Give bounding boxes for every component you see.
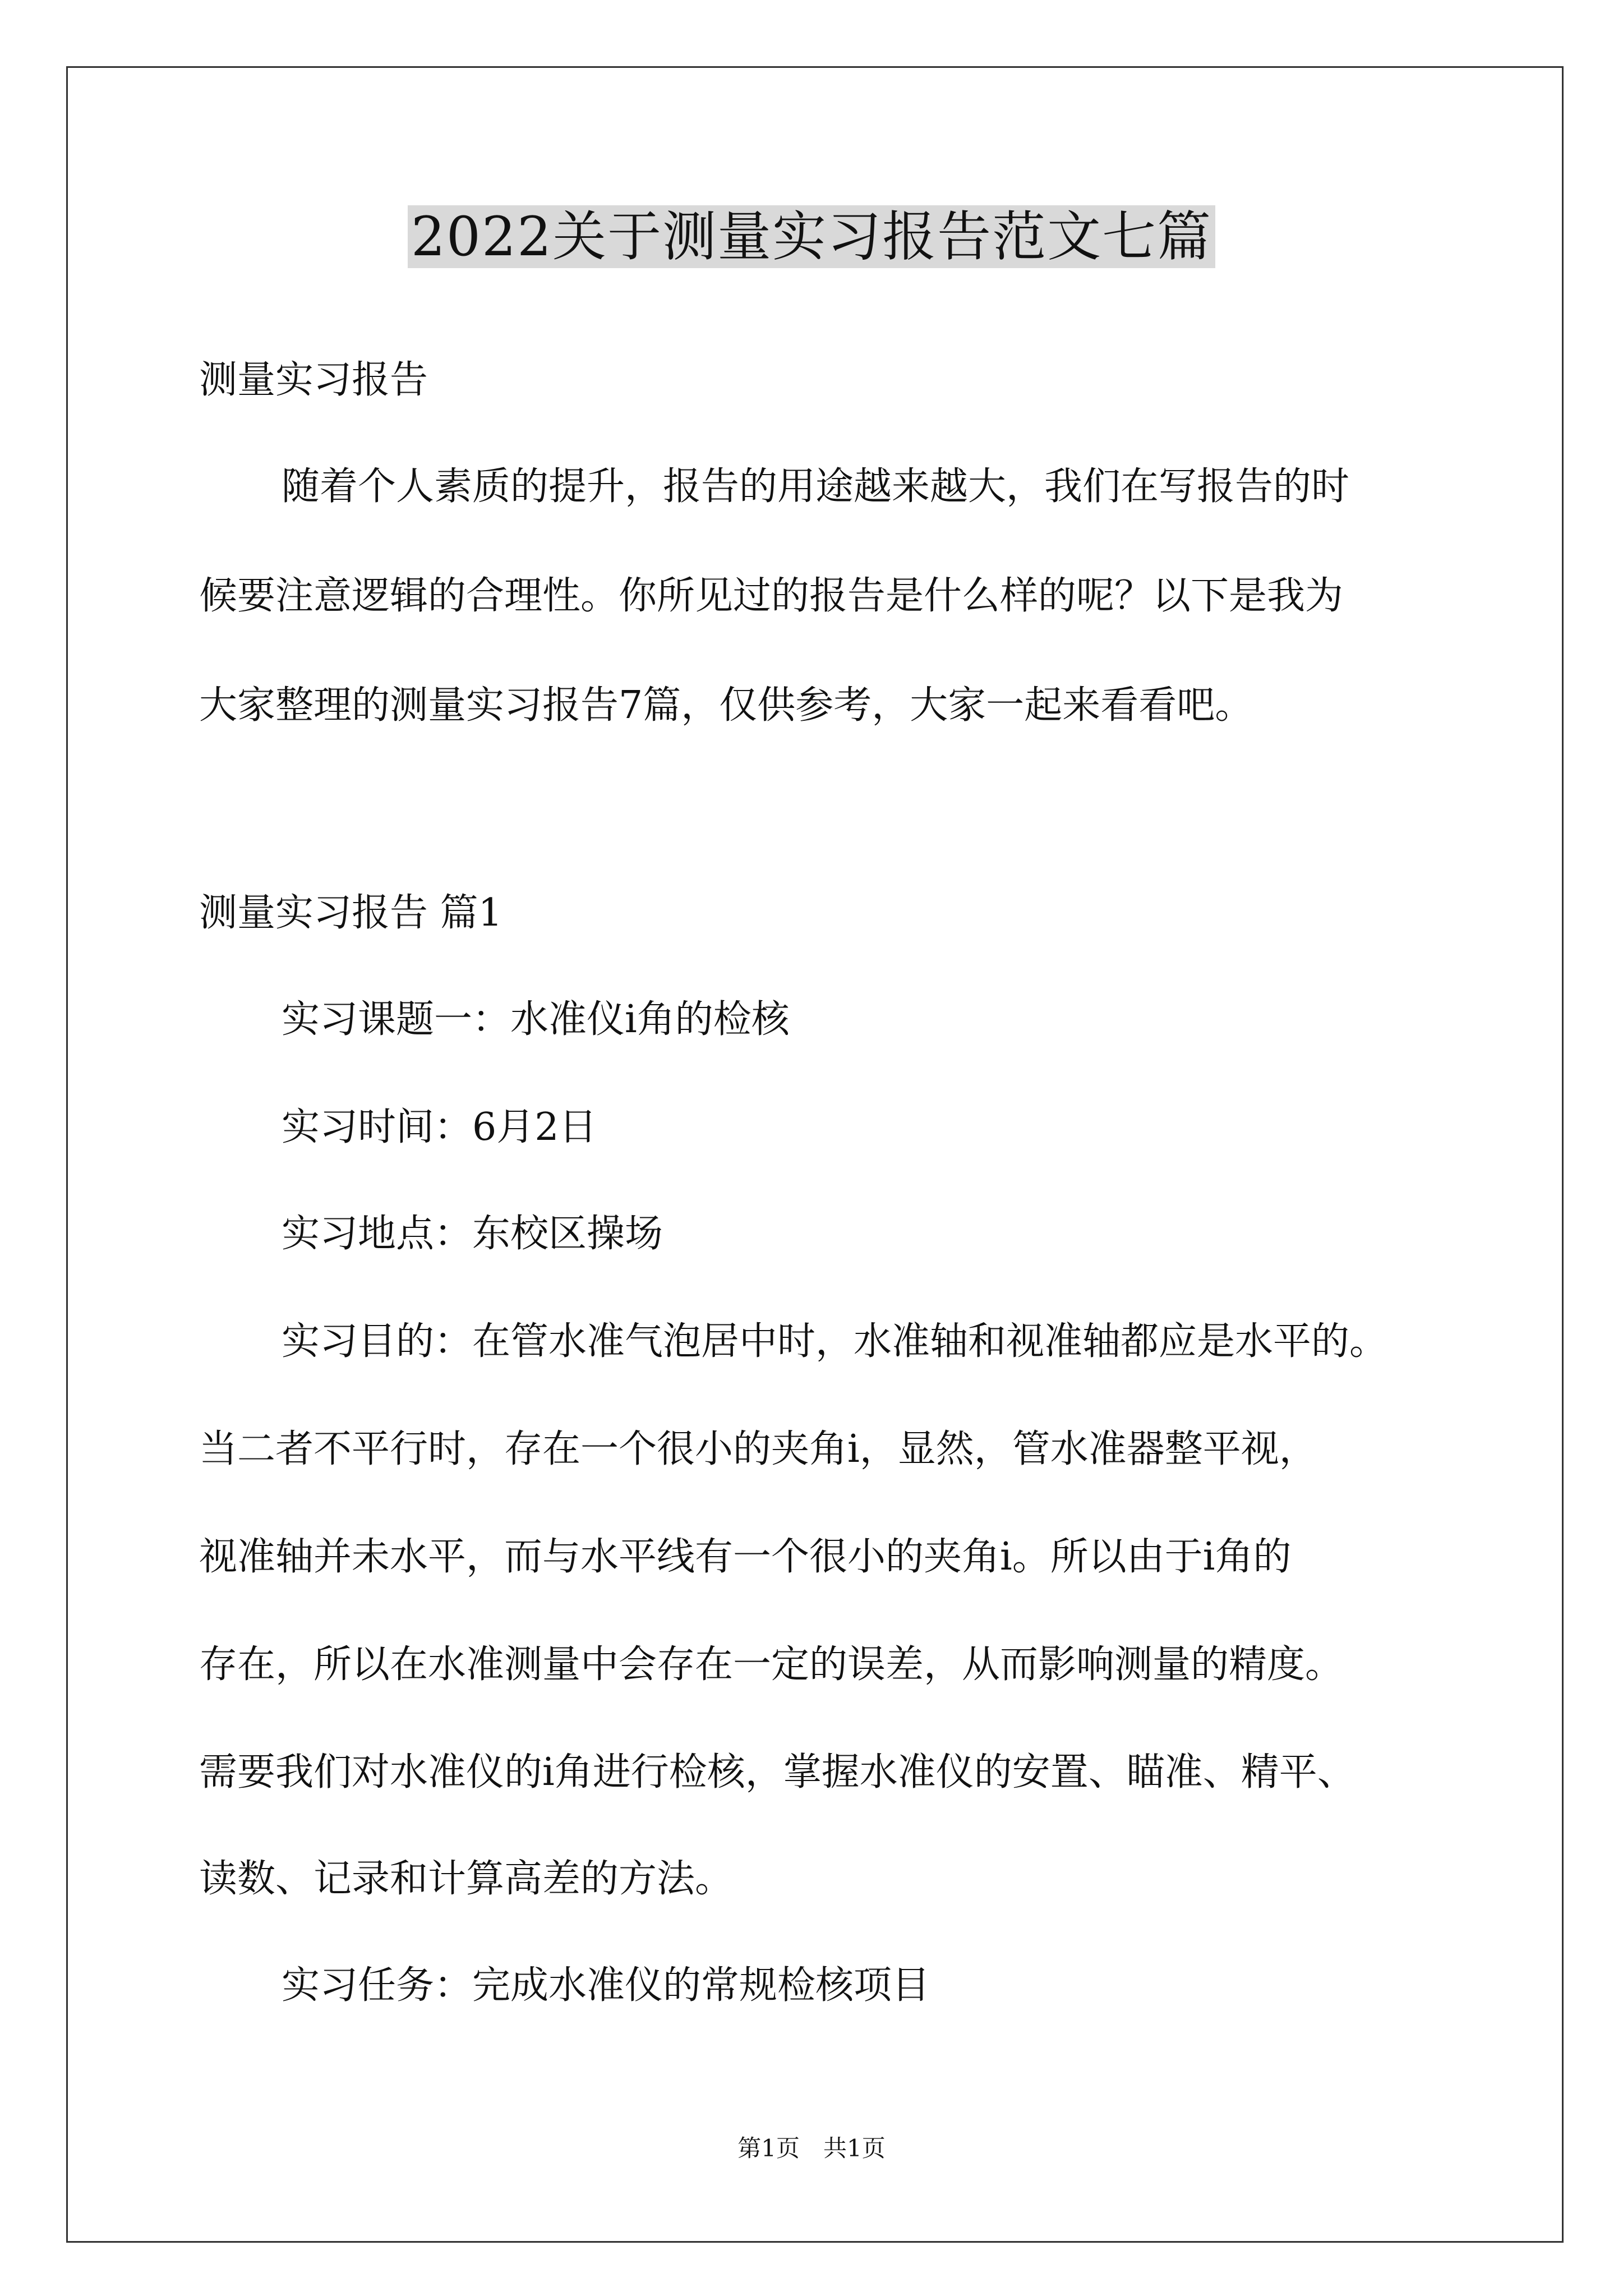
intro-line: 候要注意逻辑的合理性。你所见过的报告是什么样的呢？以下是我为 [199, 574, 1344, 618]
section-heading: 测量实习报告 篇1 [199, 891, 502, 935]
purpose-line: 当二者不平行时，存在一个很小的夹角i，显然，管水准器整平视， [199, 1427, 1317, 1471]
time-line: 实习时间：6月2日 [282, 1105, 597, 1149]
location-line: 实习地点：东校区操场 [282, 1212, 663, 1256]
intro-line: 大家整理的测量实习报告7篇，仅供参考，大家一起来看看吧。 [199, 683, 1253, 728]
purpose-line: 存在，所以在水准测量中会存在一定的误差，从而影响测量的精度。 [199, 1642, 1344, 1687]
intro-heading: 测量实习报告 [199, 358, 428, 402]
document-title [0, 197, 1623, 276]
purpose-line: 需要我们对水准仪的i角进行检核，掌握水准仪的安置、瞄准、精平、 [199, 1750, 1355, 1795]
task-line: 实习任务：完成水准仪的常规检核项目 [282, 1963, 930, 2008]
purpose-line: 视准轴并未水平，而与水平线有一个很小的夹角i。所以由于i角的 [199, 1535, 1292, 1579]
purpose-line: 实习目的：在管水准气泡居中时，水准轴和视准轴都应是水平的。 [282, 1319, 1388, 1364]
subject-line: 实习课题一：水准仪i角的检核 [282, 997, 790, 1042]
intro-line: 随着个人素质的提升，报告的用途越来越大，我们在写报告的时 [282, 464, 1350, 509]
page-footer: 第1页 共1页 [737, 2134, 886, 2162]
purpose-line: 读数、记录和计算高差的方法。 [199, 1857, 734, 1901]
document-title-text: 2022关于测量实习报告范文七篇 [408, 205, 1215, 268]
